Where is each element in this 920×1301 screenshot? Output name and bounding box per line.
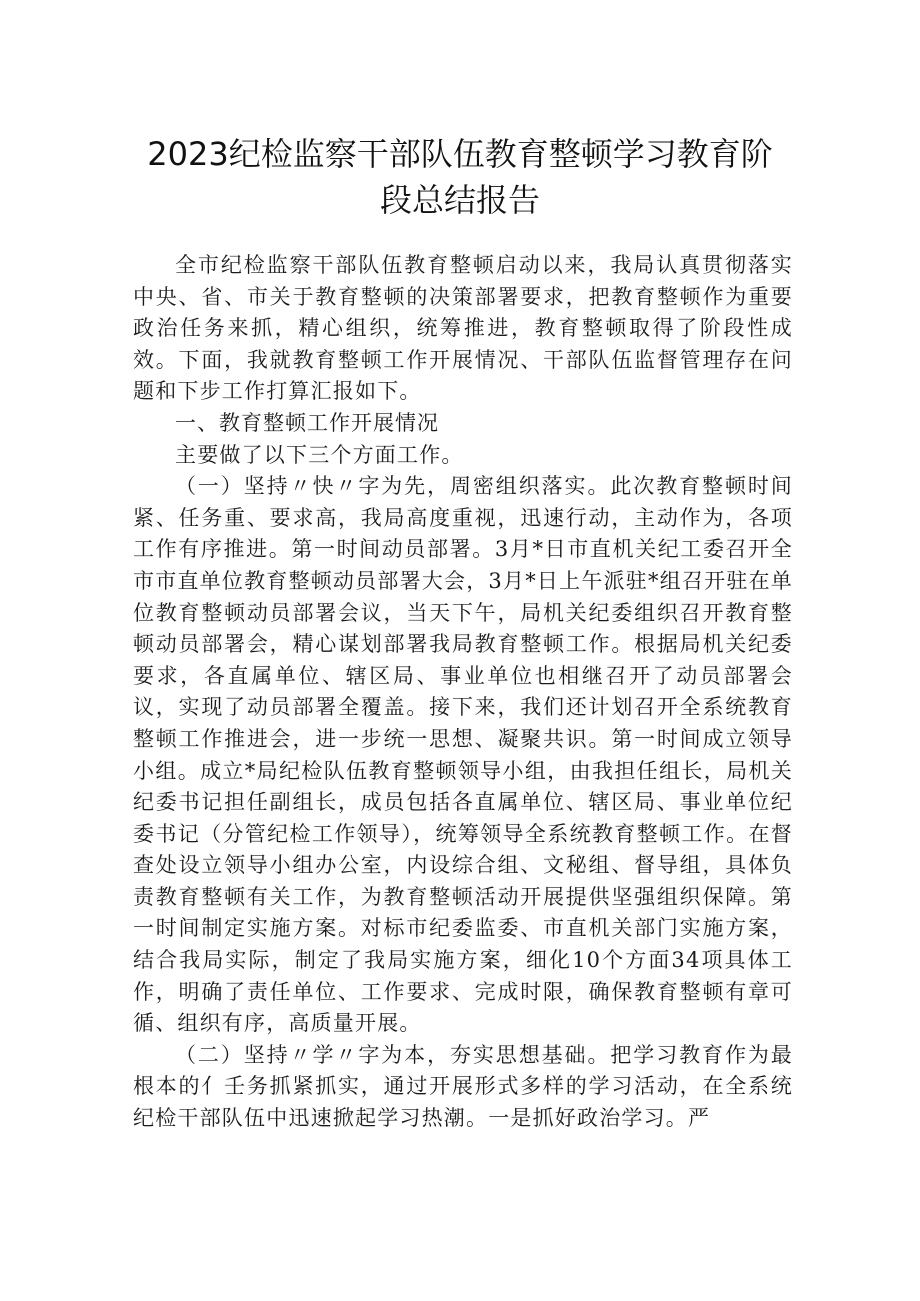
subsection-2-paragraph: （二）坚持〃学〃字为本，夯实思想基础。把学习教育作为最根本的亻壬务抓紧抓实，通过开展形式多样的学习活动，在全系统纪检干部队伍中迅速掀起学习热潮。一是抓好政治学习。严 [133, 1042, 793, 1131]
section-summary-paragraph: 主要做了以下三个方面工作。 [175, 442, 464, 467]
document-title-line-2: 段总结报告 [379, 181, 540, 219]
section-heading: 一、教育整顿工作开展情况 [175, 410, 439, 435]
subsection-1-paragraph: （一）坚持〃快〃字为先，周密组织落实。此次教育整顿时间紧、任务重、要求高，我局高度重视，迅速行动，主动作为，各项工作有序推进。第一时间动员部署。3月*日市直机关纪工委召开全市市直单位教育整顿动员部署大会，3月*日上午派驻*组召开驻在单位教育整顿动员部署会议，当天下午，局机关纪委组织召开教育整顿动员部署会，精心谋划部署我局教育整顿工作。根据局机关纪委要求，各直属单位、辖区局、事业单位也相继召开了动员部署会议，实现了动员部署全覆盖。接下来，我们还计划召开全系统教育整顿工作推进会，进一步统一思想、凝聚共识。第一时间成立领导小组。成立*局纪检队伍教育整顿领导小组，由我担任组长，局机关纪委书记担任副组长，成员包括各直属单位、辖区局、事业单位纪委书记（分管纪检工作领导），统筹领导全系统教育整顿工作。在督查处设立领导小组办公室，内设综合组、文秘组、督导组，具体负责教育整顿有关工作，为教育整顿活动开展提供坚强组织保障。第一时间制定实施方案。对标市纪委监委、市直机关部门实施方案，结合我局实际，制定了我局实施方案，细化10个方面34项具体工作，明确了责任单位、工作要求、完成时限，确保教育整顿有章可循、组织有序，高质量开展。 [133, 474, 793, 1036]
intro-paragraph: 全市纪检监察干部队伍教育整顿启动以来，我局认真贯彻落实中央、省、市关于教育整顿的决策部署要求，把教育整顿作为重要政治任务来抓，精心组织，统筹推进，教育整顿取得了阶段性成效。下面，我就教育整顿工作开展情况、干部队伍监督管理存在问题和下步工作打算汇报如下。 [133, 253, 793, 404]
document-title-line-1: 2023纪检监察干部队伍教育整顿学习教育阶 [147, 135, 773, 173]
document-body [133, 250, 793, 1135]
